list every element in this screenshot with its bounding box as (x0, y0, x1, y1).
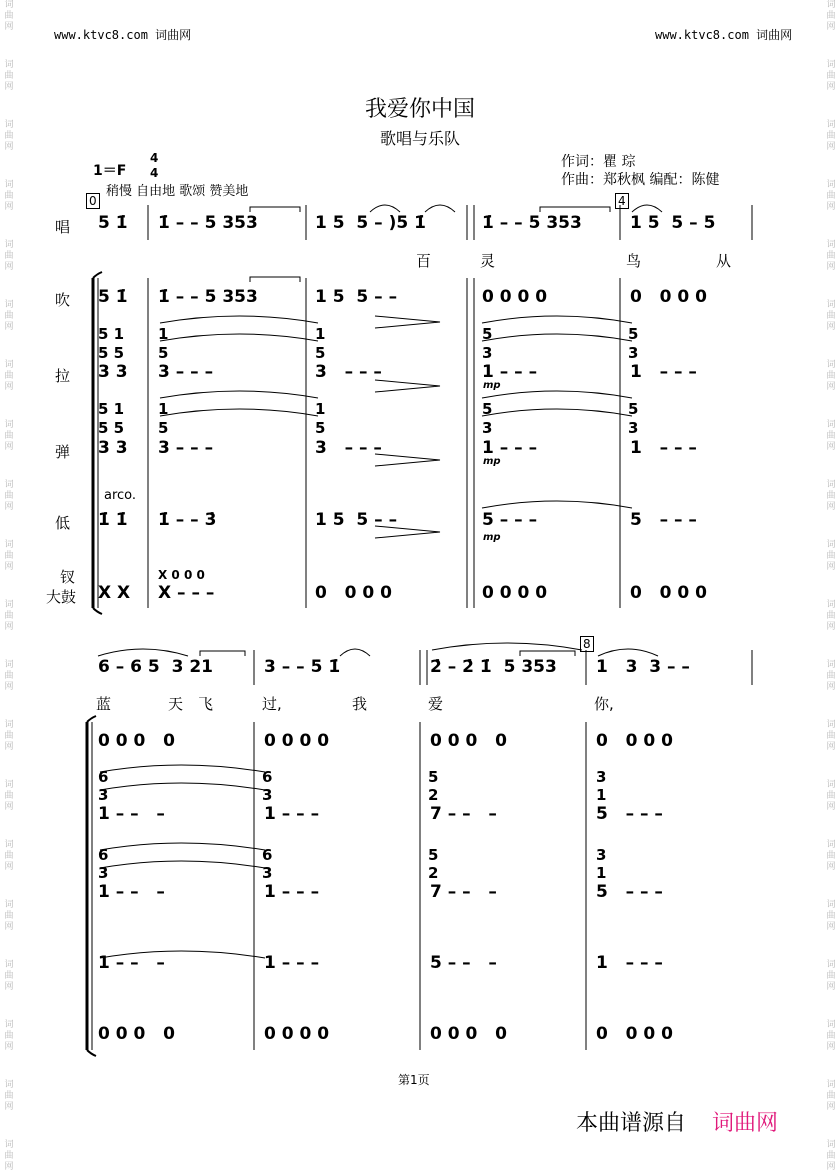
time-signature-top: 4 (150, 151, 159, 165)
watermark-glyphs: 词 曲 网 (826, 240, 836, 272)
rehearsal-mark: 0 (86, 193, 100, 209)
bass-label: 低 (55, 514, 71, 532)
lyric: 蓝 (96, 695, 112, 713)
watermark-glyphs: 词 曲 网 (826, 1020, 836, 1052)
plucked-top: 5 (482, 400, 493, 418)
site-url-right[interactable]: www.ktvc8.com 词曲网 (655, 28, 793, 42)
bass-measure: 1 – – – (98, 953, 165, 973)
watermark-glyphs: 词 曲 网 (4, 660, 14, 692)
lyricist: 作词：瞿 琮 (561, 154, 636, 170)
drum-measure: 0 0 0 0 (264, 1024, 330, 1044)
drum-measure: 0 0 0 0 (630, 583, 707, 603)
strings-top: 6 (262, 768, 273, 786)
drum-measure: 0 0 0 0 (98, 1024, 175, 1044)
watermark-glyphs: 词 曲 网 (826, 600, 836, 632)
strings-mid: 3 (262, 786, 273, 804)
watermark-glyphs: 词 曲 网 (4, 1140, 14, 1172)
strings-mid: 2 (428, 786, 439, 804)
voice-measure: 1 3 3 – – (596, 657, 690, 677)
voice-measure: 6 – 6 5 3 21 (98, 657, 213, 677)
lyric: 飞 (198, 695, 214, 713)
strings-top: 6 (98, 768, 109, 786)
plucked-top: 3 (596, 846, 607, 864)
watermark-glyphs: 词 曲 网 (826, 420, 836, 452)
bass-measure: 1 5 5 – – (315, 510, 398, 530)
plucked-mid: 5 5 (98, 419, 125, 437)
plucked-top: 1 (315, 400, 326, 418)
watermark-glyphs: 词 曲 网 (4, 540, 14, 572)
bass-measure: 5 – – – (482, 510, 538, 530)
strings-top: 5 (428, 768, 439, 786)
strings-mid: 5 (315, 344, 326, 362)
strings-top: 5 (628, 325, 639, 343)
time-signature-bottom: 4 (150, 166, 159, 180)
bass-measure: 1 – – – (596, 953, 663, 973)
strings-top: 1 (315, 325, 326, 343)
strings-mid: 5 (158, 344, 169, 362)
strings-low: 1 – – – (630, 362, 697, 382)
plucked-mid: 1 (596, 864, 607, 882)
watermark-glyphs: 词 曲 网 (826, 180, 836, 212)
watermark-glyphs: 词 曲 网 (826, 1080, 836, 1112)
watermark-glyphs: 词 曲 网 (826, 660, 836, 692)
plucked-low: 3 3 (98, 438, 128, 458)
strings-low: 3 – – – (315, 362, 382, 382)
strings-mid: 3 (98, 786, 109, 804)
strings-top: 5 (482, 325, 493, 343)
winds-measure: 0 0 0 0 (430, 731, 507, 751)
strings-top: 3 (596, 768, 607, 786)
strings-low: 1 – – – (482, 362, 538, 382)
barlines-system-1 (148, 205, 752, 608)
lyric: 爱 (428, 695, 444, 713)
plucked-mid: 5 (315, 419, 326, 437)
dynamic-mp: mp (483, 456, 501, 467)
watermark-glyphs: 词 曲 网 (826, 840, 836, 872)
voice-measure: 1̇ – – 5 353 (482, 213, 582, 233)
plucked-low: 3 – – – (158, 438, 214, 458)
watermark-glyphs: 词 曲 网 (826, 960, 836, 992)
voice-measure: 3 – – 5 1̇ (264, 657, 341, 677)
strings-label: 拉 (55, 367, 71, 385)
watermark-glyphs: 词 曲 网 (4, 480, 14, 512)
source-credit: 本曲谱源自 (576, 1111, 687, 1136)
strings-low: 5 – – – (596, 804, 663, 824)
composer: 作曲：郑秋枫 编配：陈健 (561, 172, 720, 188)
plucked-top: 1 (158, 400, 169, 418)
bass-measure: 5 – – – (630, 510, 697, 530)
plucked-low: 1 – – – (630, 438, 697, 458)
winds-measure: 5 1̇ (98, 287, 128, 307)
plucked-label: 弹 (55, 443, 71, 461)
page-number: 第1页 (398, 1073, 430, 1087)
lyric: 从 (716, 252, 732, 270)
strings-mid: 1 (596, 786, 607, 804)
dynamic-mp: mp (483, 380, 501, 391)
winds-measure: 1 5 5 – – (315, 287, 398, 307)
plucked-mid: 3 (482, 419, 493, 437)
strings-low: 3 – – – (158, 362, 214, 382)
plucked-low: 3 – – – (315, 438, 382, 458)
watermark-glyphs: 词 曲 网 (826, 780, 836, 812)
plucked-top: 5 (628, 400, 639, 418)
lyric: 灵 (480, 252, 496, 270)
lyric: 鸟 (626, 252, 642, 270)
strings-low: 1 – – – (98, 804, 165, 824)
winds-measure: 0 0 0 0 (596, 731, 673, 751)
plucked-low: 5 – – – (596, 882, 663, 902)
strings-low: 3 3 (98, 362, 128, 382)
lyric: 天 (168, 695, 184, 713)
winds-measure: 0 0 0 0 (482, 287, 548, 307)
watermark-glyphs: 词 曲 网 (4, 180, 14, 212)
plucked-mid: 2 (428, 864, 439, 882)
watermark-glyphs: 词 曲 网 (826, 900, 836, 932)
drum-measure: 0 0 0 0 (482, 583, 548, 603)
watermark-glyphs: 词 曲 网 (826, 1140, 836, 1172)
drum-measure: X X (98, 583, 131, 603)
lyric: 百 (416, 252, 432, 270)
watermark-glyphs: 词 曲 网 (4, 840, 14, 872)
lyric: 你, (594, 695, 614, 713)
watermark-glyphs: 词 曲 网 (4, 240, 14, 272)
rehearsal-mark: 8 (580, 636, 594, 652)
song-subtitle: 歌唱与乐队 (379, 129, 460, 148)
strings-low: 7 – – – (430, 804, 497, 824)
watermark-glyphs: 词 曲 网 (4, 780, 14, 812)
watermark-glyphs: 词 曲 网 (826, 480, 836, 512)
winds-label: 吹 (55, 291, 71, 309)
lyric: 我 (352, 695, 368, 713)
winds-measure: 0 0 0 0 (98, 731, 175, 751)
strings-mid: 3 (628, 344, 639, 362)
arco-marking: arco. (104, 488, 137, 503)
plucked-mid: 3 (628, 419, 639, 437)
watermark-glyphs: 词 曲 网 (4, 300, 14, 332)
plucked-low: 1 – – – (482, 438, 538, 458)
plucked-low: 1 – – – (98, 882, 165, 902)
voice-measure: 1 5 5 – )5 1̇ (315, 213, 426, 233)
voice-measure: 1̇ – – 5 353 (158, 213, 258, 233)
cymbal-label: 钗 (60, 568, 76, 586)
watermark-glyphs: 词 曲 网 (4, 1080, 14, 1112)
winds-measure: 1̇ – – 5 353 (158, 287, 258, 307)
plucked-low: 1 – – – (264, 882, 320, 902)
watermark-glyphs: 词 曲 网 (4, 420, 14, 452)
drum-measure: 0 0 0 0 (430, 1024, 507, 1044)
drum-measure: X – – – (158, 583, 215, 603)
plucked-mid: 5 (158, 419, 169, 437)
bass-measure: 1̇ 1̇ (98, 510, 128, 530)
watermark-glyphs: 词 曲 网 (826, 120, 836, 152)
cymbal-measure: X 0 0 0 (158, 568, 205, 582)
voice-label: 唱 (55, 218, 71, 236)
watermark-glyphs: 词 曲 网 (826, 60, 836, 92)
bass-measure: 1̇ – – 3̇ (158, 510, 217, 530)
barlines-system-2 (254, 650, 752, 1050)
plucked-mid: 3 (98, 864, 109, 882)
plucked-top: 5 1 (98, 400, 125, 418)
bass-measure: 5 – – – (430, 953, 497, 973)
watermark-glyphs: 词 曲 网 (4, 0, 14, 32)
watermark-glyphs: 词 曲 网 (4, 360, 14, 392)
drum-measure: 0 0 0 0 (596, 1024, 673, 1044)
winds-measure: 0 0 0 0 (264, 731, 330, 751)
watermark-glyphs: 词 曲 网 (826, 0, 836, 32)
bass-measure: 1 – – – (264, 953, 320, 973)
winds-measure: 0 0 0 0 (630, 287, 707, 307)
watermark-glyphs: 词 曲 网 (4, 600, 14, 632)
strings-top: 1 (158, 325, 169, 343)
watermark-glyphs: 词 曲 网 (826, 300, 836, 332)
watermark-glyphs: 词 曲 网 (4, 120, 14, 152)
drum-label: 大鼓 (46, 588, 77, 606)
plucked-top: 5 (428, 846, 439, 864)
strings-mid: 3 (482, 344, 493, 362)
plucked-top: 6 (98, 846, 109, 864)
plucked-top: 6 (262, 846, 273, 864)
key-signature: 1＝F (93, 163, 127, 179)
watermark-glyphs: 词 曲 网 (826, 360, 836, 392)
dynamic-mp: mp (483, 532, 501, 543)
watermark-glyphs: 词 曲 网 (4, 720, 14, 752)
watermark-glyphs: 词 曲 网 (4, 60, 14, 92)
brand-link[interactable]: 词曲网 (712, 1111, 779, 1136)
watermark-glyphs: 词 曲 网 (4, 960, 14, 992)
tempo-marking: 稍慢 自由地 歌颂 赞美地 (106, 184, 249, 199)
song-title: 我爱你中国 (364, 97, 475, 122)
drum-measure: 0 0 0 0 (315, 583, 392, 603)
watermark-glyphs: 词 曲 网 (4, 1020, 14, 1052)
voice-measure: 2̇ – 2̇ 1̇ 5 353 (430, 657, 557, 677)
strings-top: 5 1 (98, 325, 125, 343)
plucked-mid: 3 (262, 864, 273, 882)
rehearsal-mark: 4 (615, 193, 629, 209)
decrescendo (375, 316, 440, 538)
voice-measure: 1 5 5 – 5 (630, 213, 716, 233)
voice-measure: 5 1̇ (98, 213, 128, 233)
watermark-glyphs: 词 曲 网 (826, 540, 836, 572)
strings-low: 1 – – – (264, 804, 320, 824)
strings-mid: 5 5 (98, 344, 125, 362)
watermark-glyphs: 词 曲 网 (826, 720, 836, 752)
plucked-low: 7 – – – (430, 882, 497, 902)
watermark-glyphs: 词 曲 网 (4, 900, 14, 932)
triplet-brackets (200, 207, 610, 656)
site-url-left[interactable]: www.ktvc8.com 词曲网 (54, 28, 192, 42)
lyric: 过, (262, 695, 282, 713)
